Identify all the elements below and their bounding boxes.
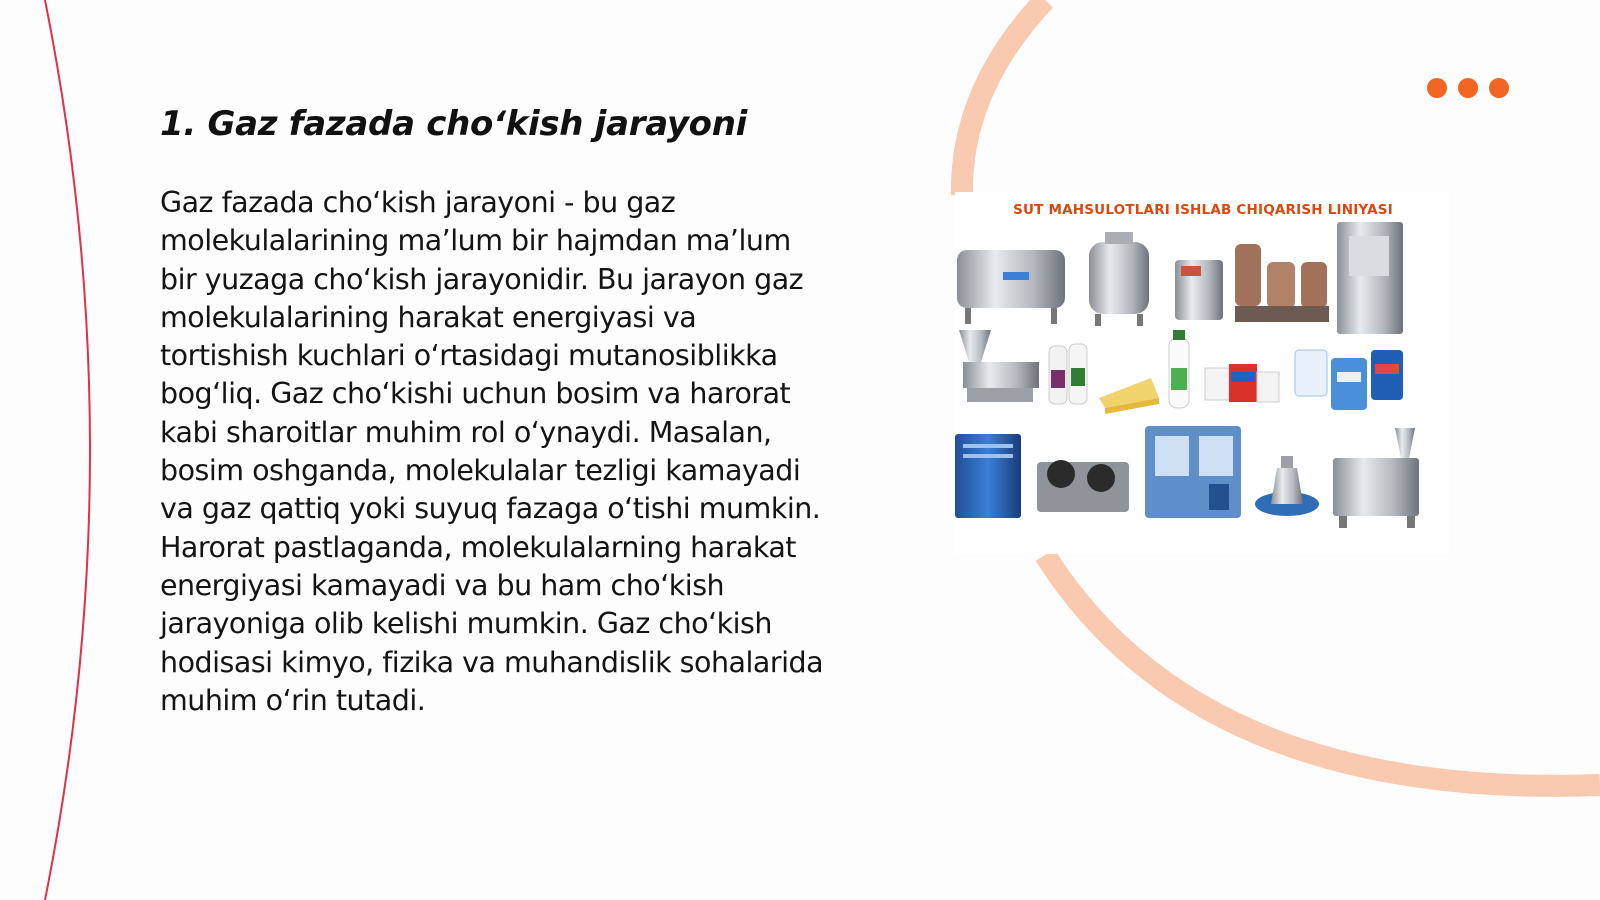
slide-body-text: Gaz fazada cho‘kish jarayoni - bu gaz molekulalarining ma’lum bir hajmdan ma’lum bir yuzaga cho‘kish jarayonidir. Bu jarayon gaz molekulalarining harakat energiyasi va tortishish kuchlari o‘rtasidagi mutanosiblikka bog‘liq. Gaz cho‘kishi uchun bosim va harorat kabi sharoitlar muhim rol o‘ynaydi. Masalan, bosim oshganda, molekulalar tezligi kamayadi va gaz qattiq yoki suyuq fazaga o‘tishi mumkin. Harorat pastlaganda, molekulalarning harakat energiyasi kamayadi va bu ham cho‘kish jarayoniga olib kelishi mumkin. Gaz cho‘kish hodisasi kimyo, fizika va muhandislik sohalarida muhim o‘rin tutadi. [160,186,824,717]
filler-machine-icon [959,330,1039,402]
orange-dot-icon [1489,78,1509,98]
image-caption: SUT MAHSULOTLARI ISHLAB CHIQARISH LINIYASI [1013,202,1393,218]
peach-arc-top [962,0,1045,195]
milk-pouches-icon [1295,350,1403,410]
dairy-line-image [955,192,1451,554]
yogurt-cups-icon [1205,364,1279,402]
left-red-curve [45,0,90,900]
pasteurizer-icon [1235,244,1329,322]
homogenizer-icon [1175,260,1223,320]
equipment-collage [955,222,1451,552]
orange-dot-icon [1458,78,1478,98]
separator-icon [1255,456,1319,516]
milk-bottle-icon [1169,330,1189,408]
chiller-unit-icon [955,434,1021,518]
orange-dot-icon [1427,78,1447,98]
packaging-machine-icon [1337,222,1403,334]
peach-arc-bottom [1045,555,1600,786]
milk-bottles-icon [1049,344,1087,404]
blow-molding-machine-icon [1145,426,1241,518]
cheese-icon [1099,378,1159,414]
tank-machine-icon [957,250,1065,324]
slide-title: 1. Gaz fazada cho‘kish jarayoni [160,104,747,144]
cup-filling-machine-icon [1333,428,1419,528]
steel-vat-icon [1089,232,1149,326]
decorative-dots [1427,78,1509,98]
compressor-icon [1037,460,1129,512]
